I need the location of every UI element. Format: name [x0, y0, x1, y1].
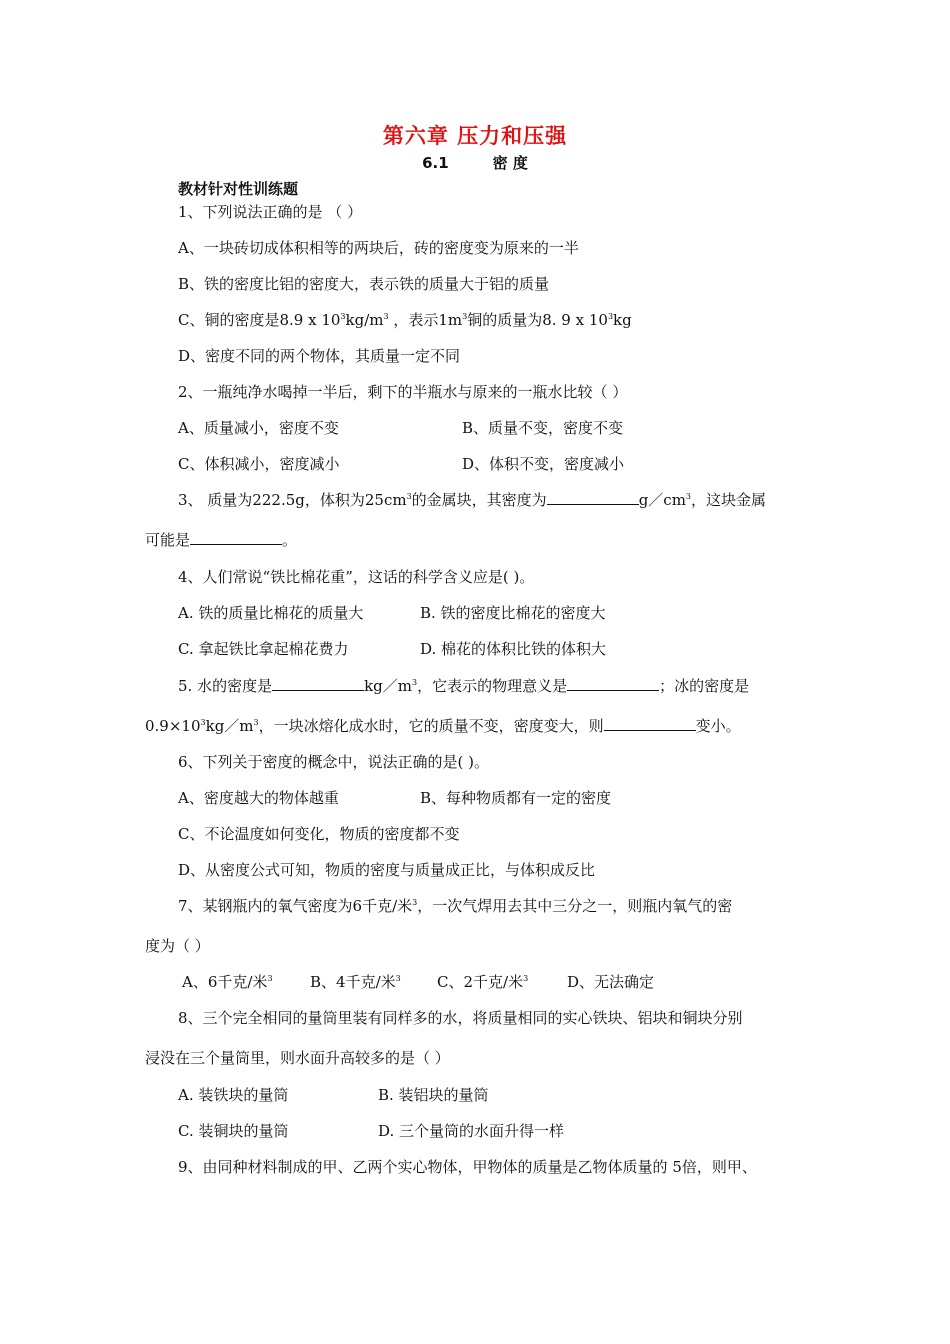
q8-line1: 8、三个完全相同的量筒里装有同样多的水，将质量相同的实心铁块、铝块和铜块分别 [178, 1009, 743, 1027]
q1-option-d: D、密度不同的两个物体，其质量一定不同 [178, 347, 461, 365]
q2-stem: 2、一瓶纯净水喝掉一半后，剩下的半瓶水与原来的一瓶水比较（ ） [178, 383, 628, 401]
section-title [0, 152, 950, 173]
exercise-heading: 教材针对性训练题 [178, 180, 299, 198]
q7-option-d: D、无法确定 [567, 973, 655, 991]
q2-option-b: B、质量不变，密度不变 [462, 419, 624, 437]
q8-line2: 浸没在三个量筒里，则水面升高较多的是（ ） [145, 1049, 450, 1067]
q6-option-b: B、每种物质都有一定的密度 [420, 789, 612, 807]
q3-line2: 可能是 。 [145, 531, 298, 549]
q7-line1: 7、某钢瓶内的氧气密度为6千克/米$^3$，一次气焊用去其中三分之一，则瓶内氧气的密 [178, 897, 733, 915]
q4-option-d: D. 棉花的体积比铁的体积大 [420, 640, 607, 658]
q4-option-b: B. 铁的密度比棉花的密度大 [420, 604, 606, 622]
q2-option-a: A、质量减小，密度不变 [178, 419, 339, 437]
answer-blank[interactable] [190, 530, 282, 545]
q1-option-c: C、铜的密度是8.9 x $10^3kg/m^3$ ，表示$1m^3$铜的质量为8. 9 x $10^3kg$ [178, 311, 632, 329]
q5-line2: $0.9\times 10^3kg/m^3$，一块冰熔化成水时，它的质量不变，密度变大，则 变小。 [145, 717, 741, 735]
answer-blank[interactable] [567, 676, 659, 691]
q1-option-b: B、铁的密度比铝的密度大，表示铁的质量大于铝的质量 [178, 275, 550, 293]
q2-option-d: D、体积不变，密度减小 [462, 455, 625, 473]
q6-stem: 6、下列关于密度的概念中，说法正确的是( )。 [178, 753, 490, 771]
q7-option-b: B、4千克/米$^3$ [310, 973, 401, 991]
q7-option-c: C、2千克/米$^3$ [437, 973, 529, 991]
section-number: 6.1 [422, 154, 449, 172]
answer-blank[interactable] [604, 716, 696, 731]
q4-option-a: A. 铁的质量比棉花的质量大 [178, 604, 364, 622]
answer-blank[interactable] [547, 490, 639, 505]
q9-line1: 9、由同种材料制成的甲、乙两个实心物体，甲物体的质量是乙物体质量的 5倍，则甲、 [178, 1158, 757, 1176]
q1-stem: 1、下列说法正确的是 （ ） [178, 203, 363, 221]
section-name: 密 度 [492, 154, 528, 172]
q7-line2: 度为（ ） [145, 937, 210, 955]
q8-option-c: C. 装铜块的量筒 [178, 1122, 289, 1140]
q1-option-a: A、一块砖切成体积相等的两块后，砖的密度变为原来的一半 [178, 239, 579, 257]
q6-option-d: D、从密度公式可知，物质的密度与质量成正比，与体积成反比 [178, 861, 596, 879]
q8-option-d: D. 三个量筒的水面升得一样 [378, 1122, 565, 1140]
q5-line1: 5. 水的密度是 $kg/m^3$，它表示的物理意义是 ；冰的密度是 [178, 677, 750, 695]
q7-option-a: A、6千克/米$^3$ [182, 973, 273, 991]
q2-option-c: C、体积减小，密度减小 [178, 455, 340, 473]
q3-line1: 3、 质量为222.5g，体积为$25cm^3$的金属块，其密度为 $g/cm^3$，这块金属 [178, 491, 767, 509]
chapter-title: 第六章 压力和压强 [382, 124, 568, 148]
answer-blank[interactable] [272, 676, 364, 691]
q8-option-a: A. 装铁块的量筒 [178, 1086, 289, 1104]
q4-stem: 4、人们常说“铁比棉花重”，这话的科学含义应是( )。 [178, 568, 535, 586]
q8-option-b: B. 装铝块的量筒 [378, 1086, 489, 1104]
q6-option-c: C、不论温度如何变化，物质的密度都不变 [178, 825, 460, 843]
q6-option-a: A、密度越大的物体越重 [178, 789, 339, 807]
q4-option-c: C. 拿起铁比拿起棉花费力 [178, 640, 349, 658]
